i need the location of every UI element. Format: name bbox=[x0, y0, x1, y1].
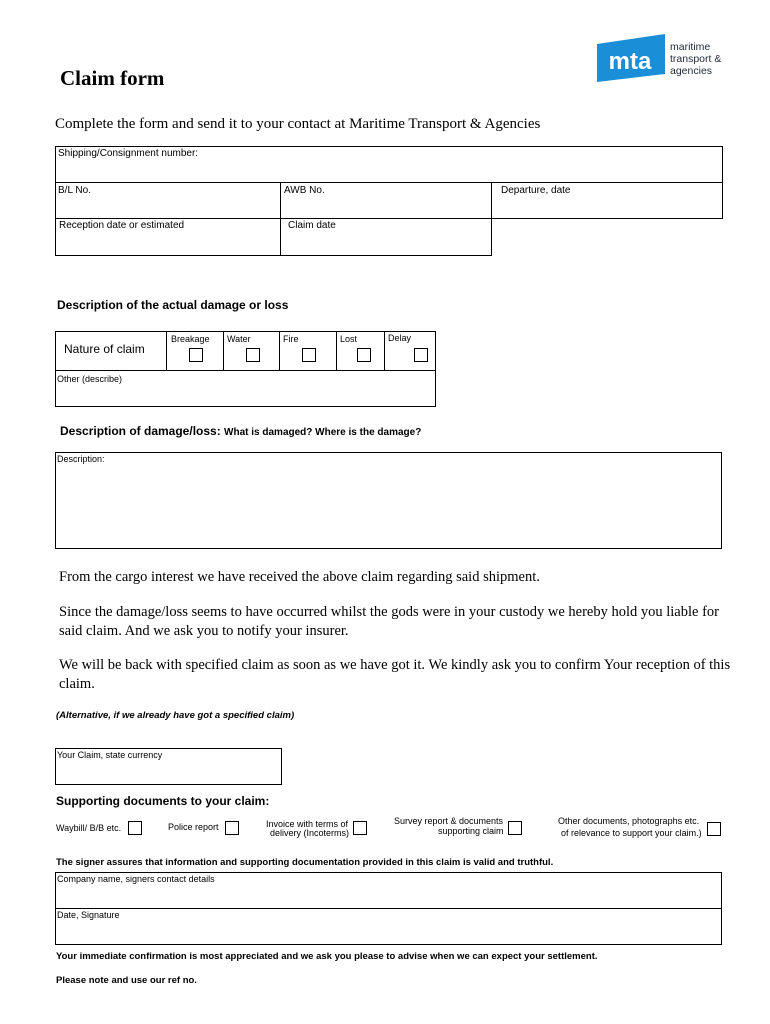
description-heading bbox=[60, 422, 421, 440]
divider bbox=[55, 370, 436, 371]
other-docs-label-line-2: of relevance to support your claim.) bbox=[561, 828, 702, 838]
intro-text: Complete the form and send it to your contact at Maritime Transport & Agencies bbox=[55, 116, 541, 132]
fire-checkbox[interactable] bbox=[302, 348, 316, 362]
divider bbox=[223, 331, 224, 370]
divider bbox=[55, 218, 492, 219]
reception-date-field[interactable]: Reception date or estimated bbox=[59, 220, 185, 231]
description-heading-rest: What is damaged? Where is the damage? bbox=[224, 427, 422, 438]
logo-text-line-1: maritime bbox=[670, 41, 711, 53]
paragraph-2: Since the damage/loss seems to have occurred whilst the gods were in your custody we hereby hold you liable for said claim. And we ask you to notify your insurer. bbox=[59, 604, 719, 639]
invoice-label-line-2: delivery (Incoterms) bbox=[270, 828, 350, 838]
logo-text bbox=[670, 41, 721, 77]
footer-confirmation: Your immediate confirmation is most appreciated and we ask you please to advise when we can expect your settlement. bbox=[56, 951, 598, 962]
police-report-checkbox[interactable] bbox=[225, 821, 239, 835]
divider bbox=[336, 331, 337, 370]
departure-date-field[interactable]: Departure, date bbox=[501, 185, 571, 196]
damage-heading: Description of the actual damage or loss bbox=[57, 298, 289, 312]
date-signature-field[interactable]: Date, Signature bbox=[57, 910, 120, 920]
footer-ref-note: Please note and use our ref no. bbox=[56, 975, 197, 986]
alternative-note: (Alternative, if we already have got a specified claim) bbox=[56, 710, 295, 721]
divider bbox=[280, 182, 281, 256]
other-docs-label-line-1: Other documents, photographs etc. bbox=[558, 816, 700, 826]
your-claim-label: Your Claim, state currency bbox=[57, 750, 163, 760]
description-heading-bold: Description of damage/loss: bbox=[60, 424, 225, 438]
shipping-number-field[interactable]: Shipping/Consignment number: bbox=[58, 148, 199, 159]
survey-label-line-1: Survey report & documents bbox=[394, 816, 504, 826]
mta-logo bbox=[597, 34, 665, 82]
svg-text:mta: mta bbox=[608, 48, 652, 75]
waybill-label: Waybill/ B/B etc. bbox=[56, 823, 122, 833]
logo-mark-icon bbox=[597, 34, 665, 82]
other-describe-field[interactable]: Other (describe) bbox=[57, 374, 123, 384]
divider bbox=[166, 331, 167, 370]
police-report-label: Police report bbox=[168, 822, 219, 832]
delay-checkbox[interactable] bbox=[414, 348, 428, 362]
option-delay-label: Delay bbox=[388, 333, 412, 343]
breakage-checkbox[interactable] bbox=[189, 348, 203, 362]
paragraph-3: We will be back with specified claim as soon as we have got it. We kindly ask you to confirm Your reception of this claim. bbox=[59, 657, 731, 692]
divider bbox=[55, 218, 56, 256]
description-label: Description: bbox=[57, 454, 105, 464]
paragraph-1: From the cargo interest we have received the above claim regarding said shipment. bbox=[59, 569, 540, 585]
awb-number-field[interactable]: AWB No. bbox=[284, 185, 325, 196]
survey-checkbox[interactable] bbox=[508, 821, 522, 835]
signer-note: The signer assures that information and supporting documentation provided in this claim is valid and truthful. bbox=[56, 857, 554, 868]
divider bbox=[55, 182, 723, 183]
option-fire-label: Fire bbox=[283, 334, 299, 344]
claim-date-field[interactable]: Claim date bbox=[288, 220, 336, 231]
option-water-label: Water bbox=[227, 334, 251, 344]
invoice-checkbox[interactable] bbox=[353, 821, 367, 835]
survey-label-line-2: supporting claim bbox=[438, 826, 504, 836]
divider bbox=[279, 331, 280, 370]
company-details-field[interactable]: Company name, signers contact details bbox=[57, 874, 215, 884]
divider bbox=[55, 255, 492, 256]
logo-text-line-3: agencies bbox=[670, 65, 713, 77]
divider bbox=[55, 908, 722, 909]
lost-checkbox[interactable] bbox=[357, 348, 371, 362]
description-box[interactable] bbox=[55, 452, 722, 549]
supporting-heading: Supporting documents to your claim: bbox=[56, 794, 270, 808]
other-docs-checkbox[interactable] bbox=[707, 822, 721, 836]
waybill-checkbox[interactable] bbox=[128, 821, 142, 835]
divider bbox=[491, 182, 492, 256]
option-breakage-label: Breakage bbox=[171, 334, 210, 344]
invoice-label-line-1: Invoice with terms of bbox=[266, 819, 349, 829]
divider bbox=[384, 331, 385, 370]
logo-text-line-2: transport & bbox=[670, 53, 722, 65]
nature-of-claim-label: Nature of claim bbox=[64, 342, 145, 356]
water-checkbox[interactable] bbox=[246, 348, 260, 362]
option-lost-label: Lost bbox=[340, 334, 358, 344]
bl-number-field[interactable]: B/L No. bbox=[58, 185, 91, 196]
page-title: Claim form bbox=[60, 66, 165, 90]
